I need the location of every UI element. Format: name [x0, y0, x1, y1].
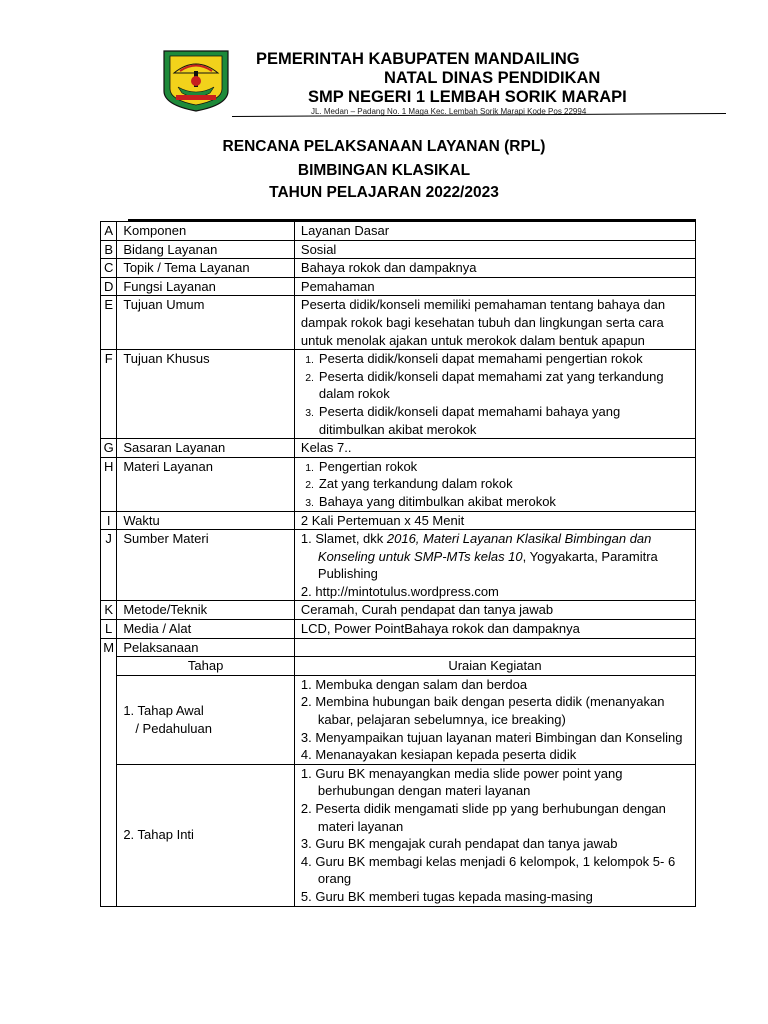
row-value: Pemahaman [294, 277, 695, 296]
rpl-table [100, 221, 696, 907]
row-value [294, 638, 695, 657]
row-label: Pelaksanaan [117, 638, 295, 657]
activity-item: 1. Membuka dengan salam dan berdoa [300, 676, 528, 692]
table-row [101, 457, 696, 511]
row-value-list [294, 350, 695, 439]
table-row [101, 259, 696, 278]
row-code: I [101, 511, 117, 530]
stage-name-line: / Pedahuluan [135, 720, 212, 736]
source-item [301, 530, 689, 583]
table-row [101, 350, 696, 439]
school-district-logo [160, 47, 232, 113]
stage-name [117, 764, 295, 906]
row-label: Tujuan Khusus [117, 350, 295, 439]
row-value: Kelas 7.. [294, 439, 695, 458]
list-item: 3. Bahaya yang ditimbulkan akibat merokok [317, 493, 689, 511]
row-code: M [101, 638, 117, 906]
stage-name-line: 1. Tahap Awal [123, 703, 204, 719]
row-code: C [101, 259, 117, 278]
row-code: A [101, 222, 117, 241]
column-header-tahap: Tahap [117, 657, 295, 676]
header-government: PEMERINTAH KABUPATEN MANDAILING [256, 50, 580, 68]
table-row [101, 530, 696, 601]
activity-item: 3. Guru BK mengajak curah pendapat dan tanya jawab [300, 836, 618, 852]
row-value: LCD, Power PointBahaya rokok dan dampaknya [294, 620, 695, 639]
row-label: Waktu [117, 511, 295, 530]
activity-item: 4. Guru BK membagi kelas menjadi 6 kelompok, 1 kelompok 5- 6 orang [300, 853, 676, 887]
row-code: E [101, 296, 117, 350]
stage-activities [294, 764, 695, 906]
row-value: Sosial [294, 240, 695, 259]
source-author: 1. Slamet, dkk [300, 531, 387, 547]
row-code: F [101, 350, 117, 439]
row-value: Layanan Dasar [294, 222, 695, 241]
row-code: H [101, 457, 117, 511]
table-row [101, 620, 696, 639]
stage-row [101, 675, 696, 764]
materi-list [301, 458, 689, 511]
row-value: Bahaya rokok dan dampaknya [294, 259, 695, 278]
document-subtitle: BIMBINGAN KLASIKAL [297, 162, 471, 179]
row-label: Materi Layanan [117, 457, 295, 511]
table-row [101, 222, 696, 241]
tujuan-khusus-list [301, 350, 689, 438]
list-item: 2. Peserta didik/konseli dapat memahami zat yang terkandung dalam rokok [317, 368, 689, 403]
header-department: NATAL DINAS PENDIDIKAN [384, 69, 601, 87]
table-row [101, 240, 696, 259]
stage-name [117, 675, 295, 764]
header-school-name: SMP NEGERI 1 LEMBAH SORIK MARAPI [308, 88, 627, 106]
row-label: Media / Alat [117, 620, 295, 639]
stage-name-line: 2. Tahap Inti [123, 827, 194, 843]
source-publisher: , Yogyakarta, Paramitra Publishing [317, 548, 658, 582]
list-item: 1. Pengertian rokok [317, 458, 689, 476]
list-item: 1. Peserta didik/konseli dapat memahami pengertian rokok [317, 350, 689, 368]
table-row [101, 296, 696, 350]
activity-item: 5. Guru BK memberi tugas kepada masing-masing [300, 888, 593, 904]
activity-item: 2. Peserta didik mengamati slide pp yang berhubungan dengan materi layanan [300, 801, 666, 834]
row-label: Komponen [117, 222, 295, 241]
row-label: Sumber Materi [117, 530, 295, 601]
row-label: Tujuan Umum [117, 296, 295, 350]
row-value: Peserta didik/konseli memiliki pemahaman tentang bahaya dan dampak rokok bagi kesehatan tubuh dan lingkungan serta cara untuk menolak ajakan untuk merokok dalam bentuk apapun [294, 296, 695, 350]
table-row [101, 511, 696, 530]
activity-item: 4. Menanayakan kesiapan kepada peserta didik [300, 747, 577, 763]
row-label: Bidang Layanan [117, 240, 295, 259]
row-code: G [101, 439, 117, 458]
row-label: Fungsi Layanan [117, 277, 295, 296]
row-label: Sasaran Layanan [117, 439, 295, 458]
source-item: 2. http://mintotulus.wordpress.com [300, 583, 499, 599]
column-header-uraian: Uraian Kegiatan [294, 657, 695, 676]
row-code: J [101, 530, 117, 601]
row-value-sources [294, 530, 695, 601]
activity-item: 2. Membina hubungan baik dengan peserta didik (menanyakan kabar, pelajaran sebelumnya, ice breaking) [300, 694, 665, 728]
table-row [101, 277, 696, 296]
table-row [101, 638, 696, 657]
stage-row [101, 764, 696, 906]
header-divider [232, 113, 726, 117]
activity-item: 3. Menyampaikan tujuan layanan materi Bimbingan dan Konseling [300, 729, 683, 745]
table-row [101, 601, 696, 620]
document-title: RENCANA PELAKSANAAN LAYANAN (RPL) [222, 138, 546, 155]
row-value-list [294, 457, 695, 511]
pelaksanaan-header-row [101, 657, 696, 676]
row-code: L [101, 620, 117, 639]
row-value: Ceramah, Curah pendapat dan tanya jawab [294, 601, 695, 620]
list-item: 2. Zat yang terkandung dalam rokok [317, 475, 689, 493]
document-year: TAHUN PELAJARAN 2022/2023 [269, 184, 499, 201]
header-address: JL. Medan – Padang No. 1 Maga Kec. Lembah Sorik Marapi Kode Pos 22994 [311, 107, 587, 116]
row-label: Metode/Teknik [117, 601, 295, 620]
row-value: 2 Kali Pertemuan x 45 Menit [294, 511, 695, 530]
stage-activities [294, 675, 695, 764]
source-title: 2016, Materi Layanan Klasikal Bimbingan dan Konseling untuk SMP-MTs kelas 10 [317, 531, 652, 564]
row-code: K [101, 601, 117, 620]
row-label: Topik / Tema Layanan [117, 259, 295, 278]
list-item: 3. Peserta didik/konseli dapat memahami bahaya yang ditimbulkan akibat merokok [317, 403, 689, 438]
table-row [101, 439, 696, 458]
row-code: B [101, 240, 117, 259]
row-code: D [101, 277, 117, 296]
activity-item: 1. Guru BK menayangkan media slide power point yang berhubungan dengan materi layanan [300, 765, 623, 799]
